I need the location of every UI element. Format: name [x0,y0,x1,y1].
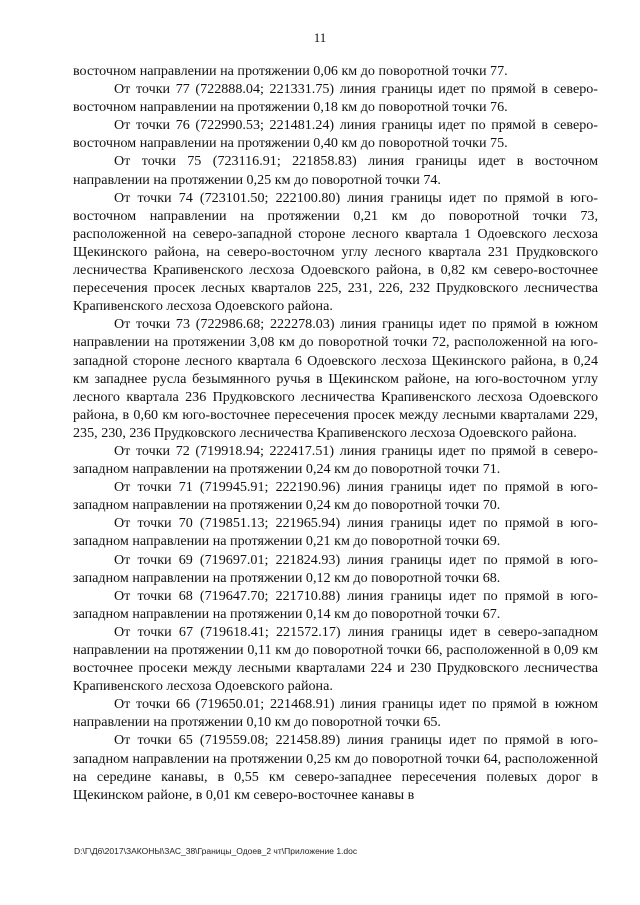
paragraph: От точки 74 (723101.50; 222100.80) линия границы идет по прямой в юго-восточном направлении на протяжении 0,21 км до поворотной точки 73, расположенной на северо-западной стороне лесного квартала 1 Одоевского лесхоза Щекинского района, на северо-восточном углу лесного квартала 231 Прудковского лесничества Крапивенского лесхоза Одоевского района, в 0,82 км северо-восточнее пересечения просек лесных кварталов 225, 231, 226, 232 Прудковского лесничества Крапивенского лесхоза Одоевского района. [73,189,598,315]
document-body [73,62,598,804]
page-number: 11 [313,30,327,45]
paragraph: От точки 66 (719650.01; 221468.91) линия границы идет по прямой в южном направлении на протяжении 0,10 км до поворотной точки 65. [73,696,598,731]
paragraph: От точки 72 (719918.94; 222417.51) линия границы идет по прямой в северо-западном направлении на протяжении 0,24 км до поворотной точки 71. [73,442,598,478]
paragraph: От точки 68 (719647.70; 221710.88) линия границы идет по прямой в юго-западном направлении на протяжении 0,14 км до поворотной точки 67. [73,587,598,622]
paragraph: От точки 69 (719697.01; 221824.93) линия границы идет по прямой в юго-западном направлении на протяжении 0,12 км до поворотной точки 68. [73,551,598,586]
paragraph: От точки 76 (722990.53; 221481.24) линия границы идет по прямой в северо-восточном направлении на протяжении 0,40 км до поворотной точки 75. [73,117,598,152]
paragraph: От точки 65 (719559.08; 221458.89) линия границы идет по прямой в юго-западном направлении на протяжении 0,25 км до поворотной точки 64, расположенной на середине канавы, в 0,55 км северо-западнее пересечения полевых дорог в Щекинском районе, в 0,01 км северо-восточнее канавы в [73,732,598,803]
paragraph: От точки 75 (723116.91; 221858.83) линия границы идет в восточном направлении на протяжении 0,25 км до поворотной точки 74. [73,153,598,188]
paragraph: От точки 67 (719618.41; 221572.17) линия границы идет в северо-западном направлении на протяжении 0,11 км до поворотной точки 66, расположенной в 0,09 км восточнее просеки между лесными кварталами 224 и 230 Прудковского лесничества Крапивенского лесхоза Одоевского района. [73,623,598,695]
paragraph: От точки 71 (719945.91; 222190.96) линия границы идет по прямой в юго-западном направлении на протяжении 0,24 км до поворотной точки 70. [73,479,598,514]
paragraph: восточном направлении на протяжении 0,06 км до поворотной точки 77. [73,63,508,79]
paragraph: От точки 70 (719851.13; 221965.94) линия границы идет по прямой в юго-западном направлении на протяжении 0,21 км до поворотной точки 69. [73,515,598,550]
paragraph: От точки 77 (722888.04; 221331.75) линия границы идет по прямой в северо-восточном направлении на протяжении 0,18 км до поворотной точки 76. [73,81,598,116]
paragraph: От точки 73 (722986.68; 222278.03) линия границы идет по прямой в южном направлении на протяжении 3,08 км до поворотной точки 72, расположенной на юго-западной стороне лесного квартала 6 Одоевского лесхоза Щекинского района, в 0,24 км западнее русла безымянного ручья в Щекинском районе, на юго-восточном углу лесного квартала 236 Прудковского лесничества Крапивенского лесхоза Одоевского района, в 0,60 км юго-восточнее пересечения просек между лесными кварталами 229, 235, 230, 236 Прудковского лесничества Крапивенского лесхоза Одоевского района. [73,316,598,441]
footer-file-path: D:\Г\Д6\2017\ЗАКОНЫ\ЗАС_38\Границы_Одоев_2 чт\Приложение 1.doc [74,846,358,856]
